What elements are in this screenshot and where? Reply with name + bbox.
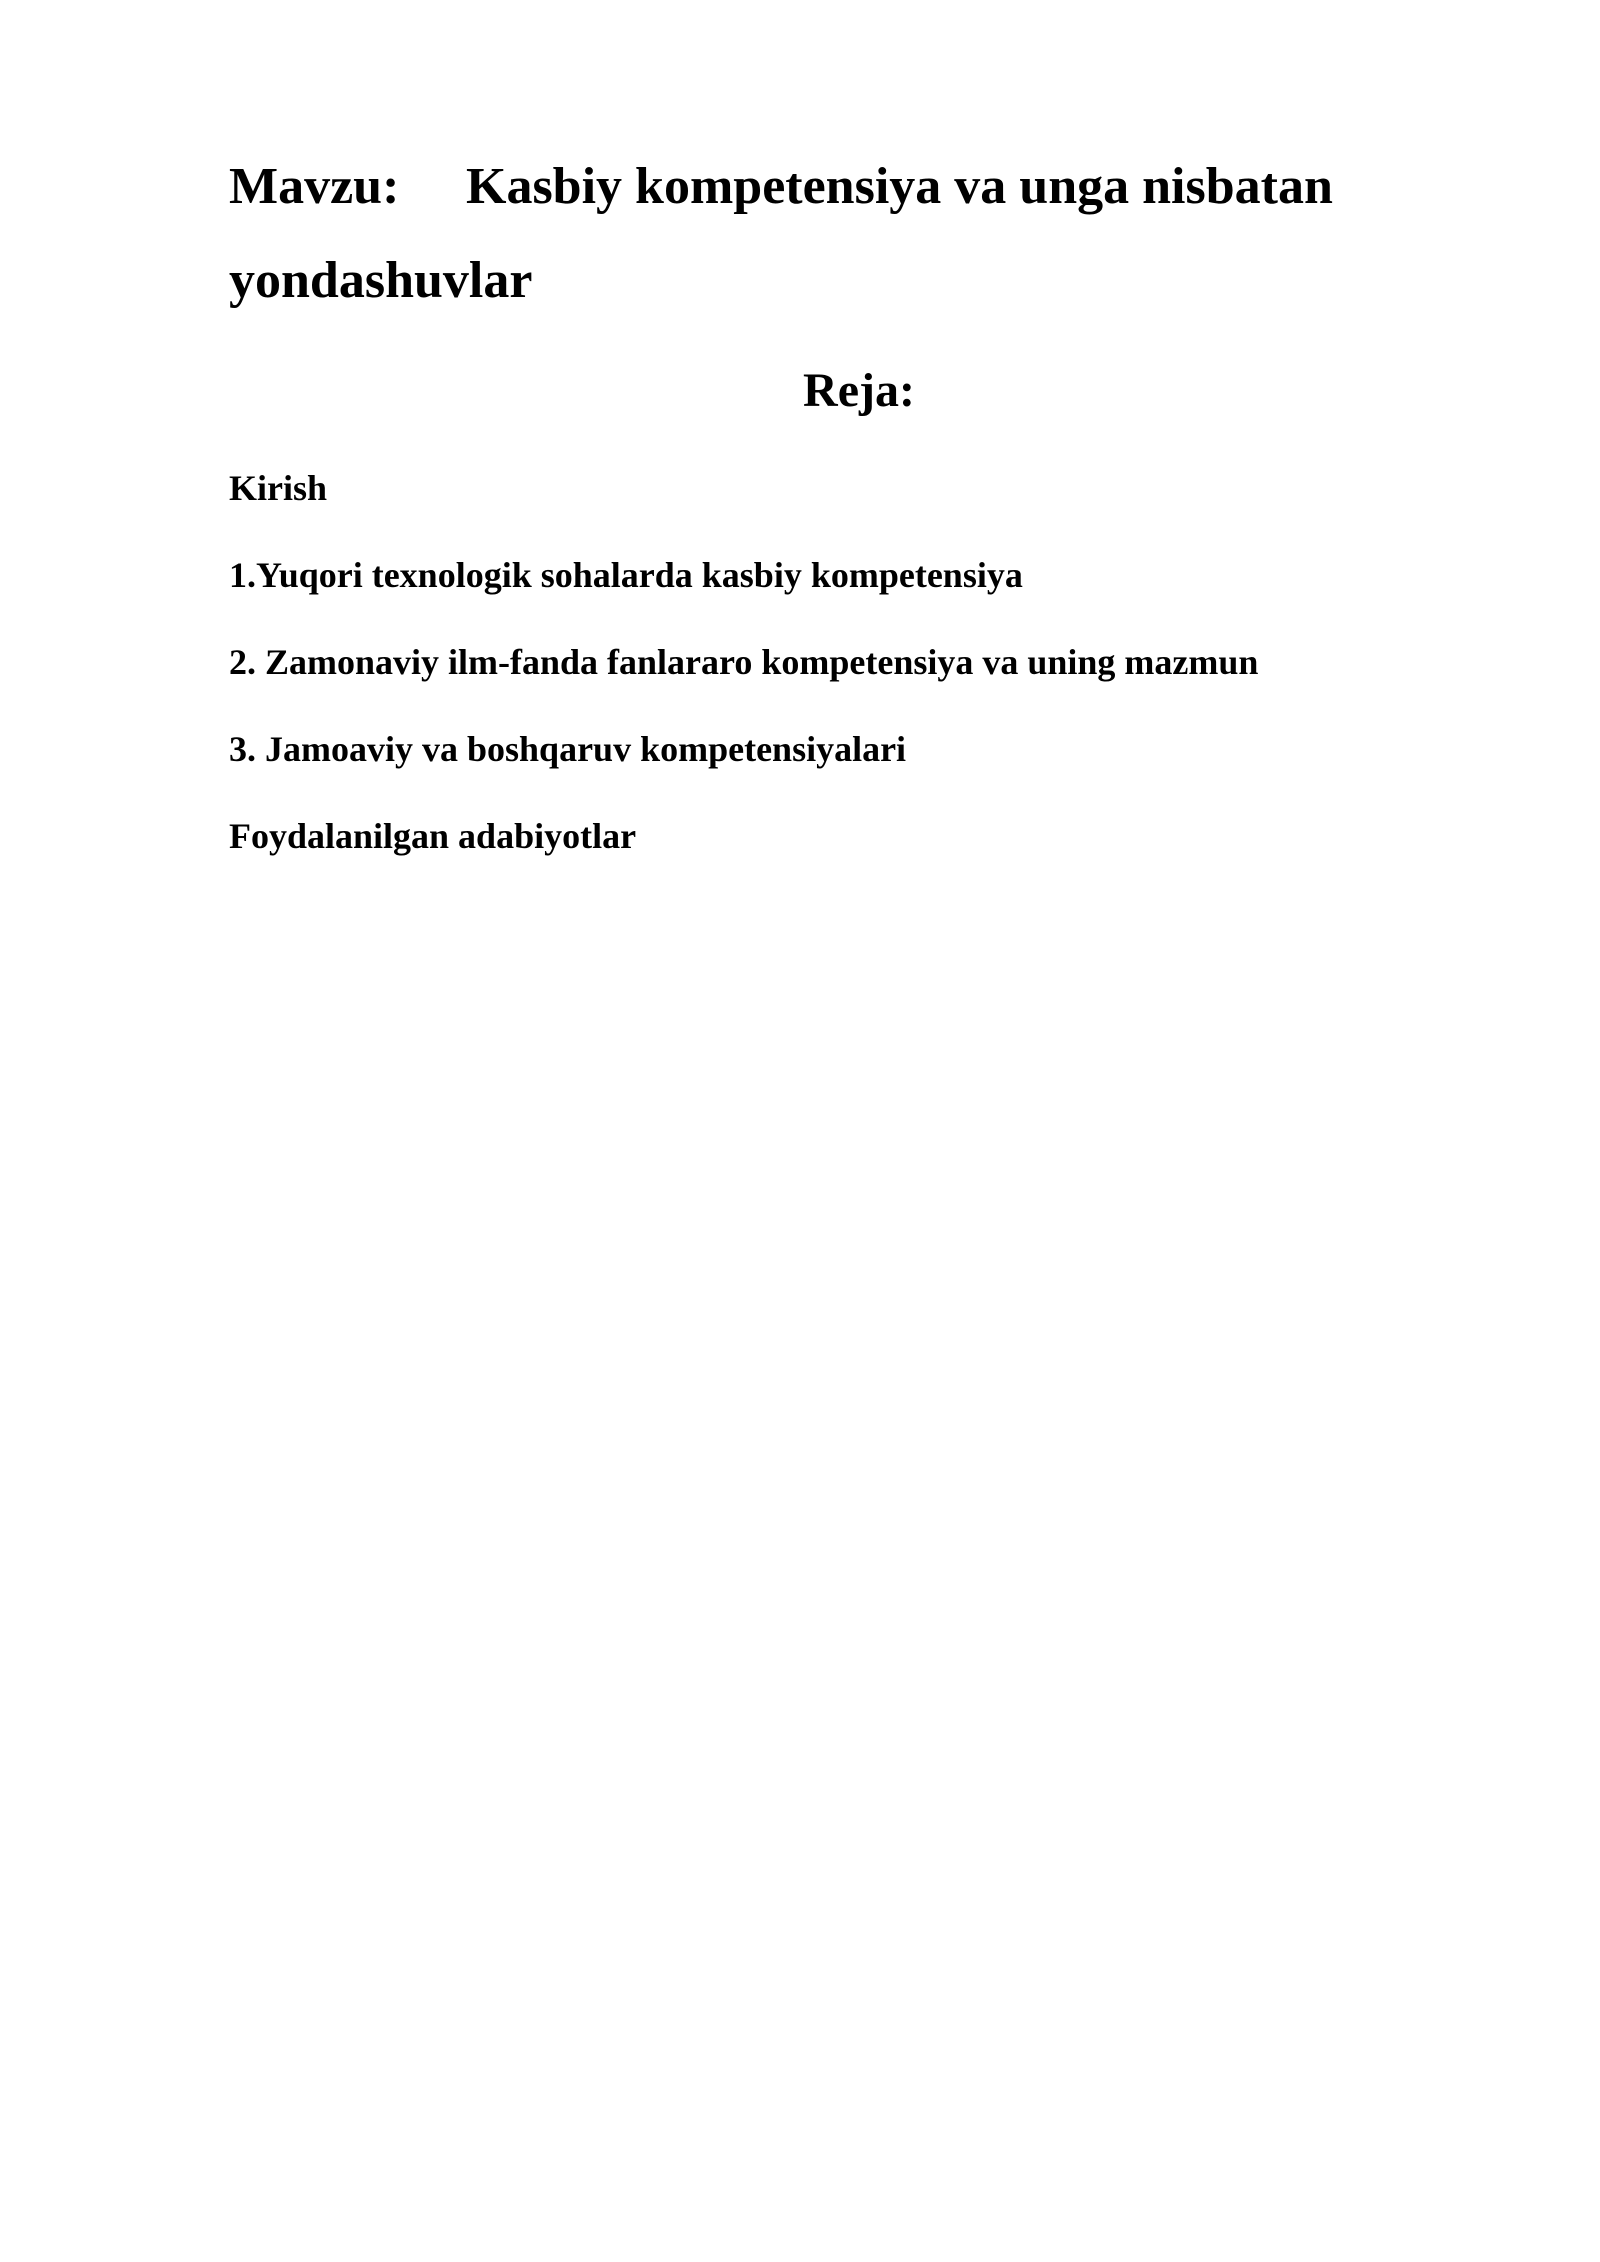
plan-item-introduction: Kirish xyxy=(229,468,328,508)
title-text: Kasbiy kompetensiya va unga nisbatan xyxy=(466,158,1333,215)
plan-item-1: 1.Yuqori texnologik sohalarda kasbiy kompetensiya xyxy=(229,555,1023,595)
plan-item-references: Foydalanilgan adabiyotlar xyxy=(229,816,637,856)
document-title xyxy=(229,140,1409,328)
plan-heading: Reja: xyxy=(803,364,915,417)
plan-item-3: 3. Jamoaviy va boshqaruv kompetensiyalari xyxy=(229,729,907,769)
title-first-line xyxy=(229,140,1409,234)
title-label: Mavzu: xyxy=(229,158,400,215)
plan-list xyxy=(229,462,1429,897)
plan-item-2: 2. Zamonaviy ilm-fanda fanlararo kompetensiya va uning mazmun xyxy=(229,642,1259,682)
title-continuation: yondashuvlar xyxy=(229,252,533,309)
